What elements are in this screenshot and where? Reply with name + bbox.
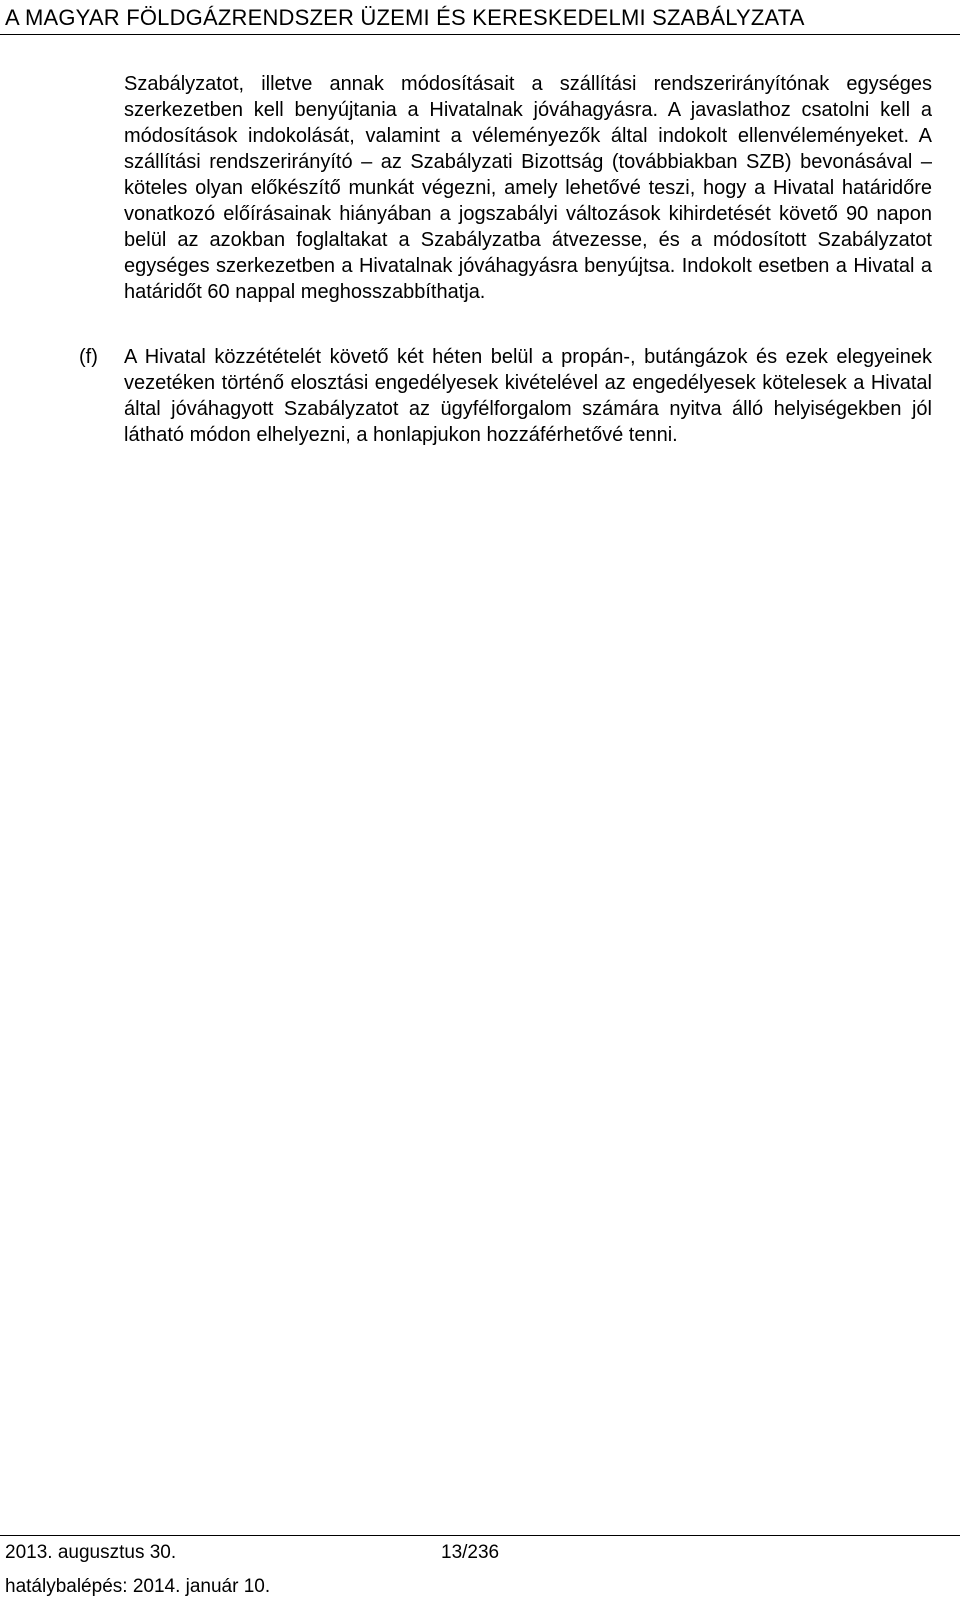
footer-date: 2013. augusztus 30. [5, 1542, 177, 1563]
page-number: 13/236 [441, 1542, 500, 1563]
footer-divider [0, 1535, 960, 1536]
page-header [0, 0, 960, 35]
effective-date: hatálybalépés: 2014. január 10. [5, 1576, 271, 1597]
paragraph-continued: Szabályzatot, illetve annak módosításait a szállítási rendszerirányítónak egységes szerkezetben kell benyújtania a Hivatalnak jóváhagyásra. A javaslathoz csatolni kell a módosítások indokolását, valamint a véleményezők által indokolt ellenvéleményeket. A szállítási rendszerirányító – az Szabályzati Bizottság (továbbiakban SZB) bevonásával – köteles olyan előkészítő munkát végezni, amely lehetővé teszi, hogy a Hivatal határidőre vonatkozó előírásainak hiányában a jogszabályi változások kihirdetését követő 90 napon belül az azokban foglaltakat a Szabályzatba átvezesse, és a módosított Szabályzatot egységes szerkezetben a Hivatalnak jóváhagyásra benyújtsa. Indokolt esetben a Hivatal a határidőt 60 nappal meghosszabbíthatja. [124, 73, 932, 303]
item-f-label: (f) [79, 346, 98, 368]
item-f-text: A Hivatal közzétételét követő két héten belül a propán-, butángázok és ezek elegyeinek vezetéken történő elosztási engedélyesek kivételével az engedélyesek kötelesek a Hivatal által jóváhagyott Szabályzatot az ügyfélforgalom számára nyitva álló helyiségekben jól látható módon elhelyezni, a honlapjukon hozzáférhetővé tenni. [124, 346, 932, 446]
document-title: A MAGYAR FÖLDGÁZRENDSZER ÜZEMI ÉS KERESKEDELMI SZABÁLYZATA [5, 5, 805, 30]
